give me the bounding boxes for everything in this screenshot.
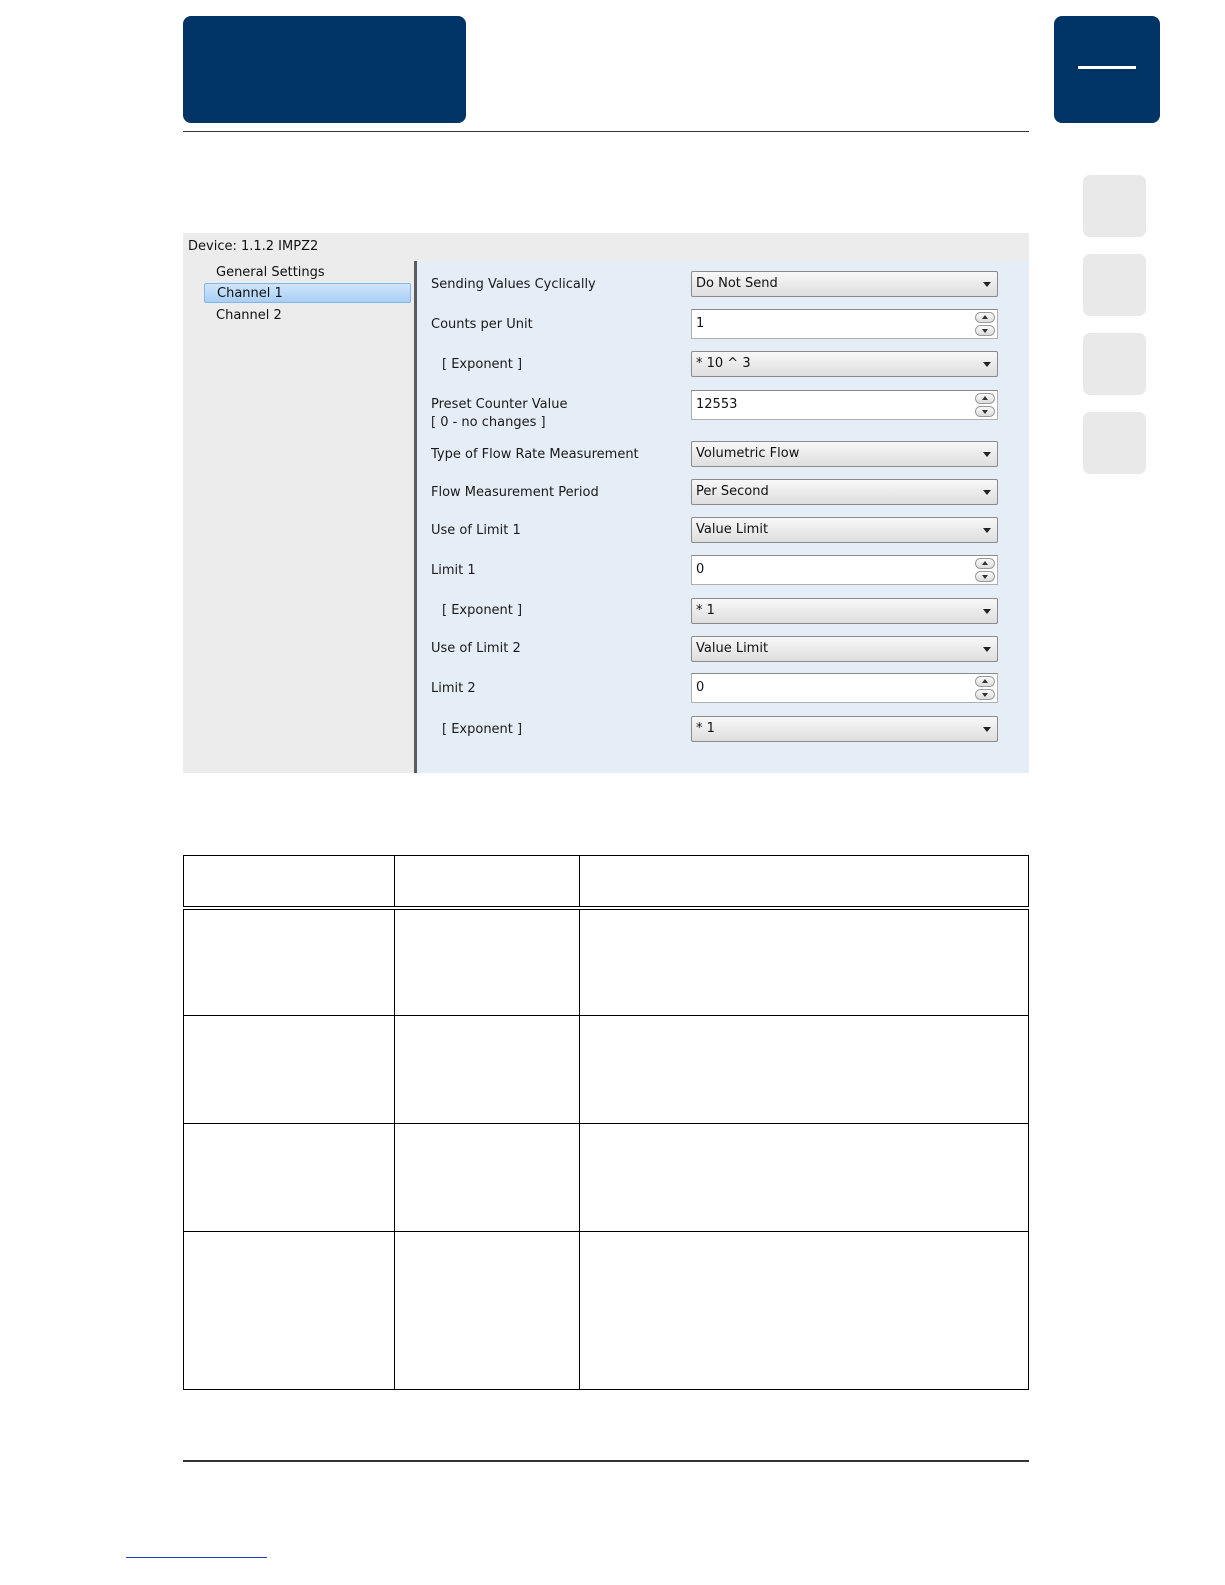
- use-limit-2-select[interactable]: [691, 636, 998, 662]
- tree-item-general-settings[interactable]: General Settings: [216, 265, 325, 280]
- table-cell: [580, 1123, 1029, 1231]
- tree-item-channel-1[interactable]: Channel 1: [204, 283, 411, 303]
- table-cell: [184, 1231, 395, 1389]
- table-cell: [395, 908, 580, 1015]
- table-header-cell: [580, 856, 1029, 909]
- counts-per-unit-input[interactable]: [691, 309, 998, 339]
- exponent-3-select[interactable]: [691, 716, 998, 742]
- header-divider: [183, 131, 1029, 132]
- limit-1-label: Limit 1: [431, 563, 476, 578]
- use-limit-1-select[interactable]: [691, 517, 998, 543]
- tree-item-channel-2[interactable]: Channel 2: [216, 308, 282, 323]
- table-cell: [580, 1231, 1029, 1389]
- spin-up-icon[interactable]: [975, 676, 995, 687]
- limit-2-label: Limit 2: [431, 681, 476, 696]
- counts-per-unit-label: Counts per Unit: [431, 317, 533, 332]
- flow-type-label: Type of Flow Rate Measurement: [431, 447, 639, 462]
- chevron-down-icon: [983, 362, 991, 367]
- chevron-down-icon: [983, 528, 991, 533]
- spin-up-icon[interactable]: [975, 312, 995, 323]
- table-header-cell: [184, 856, 395, 909]
- side-tab-3: [1083, 333, 1146, 395]
- chevron-down-icon: [983, 490, 991, 495]
- table-cell: [395, 1231, 580, 1389]
- exponent-2-label: [ Exponent ]: [442, 603, 523, 618]
- use-limit-1-label: Use of Limit 1: [431, 523, 521, 538]
- sending-cyclic-select[interactable]: [691, 271, 998, 297]
- spin-down-icon[interactable]: [975, 325, 995, 336]
- exponent-1-label: [ Exponent ]: [442, 357, 523, 372]
- side-tab-2: [1083, 254, 1146, 316]
- preset-counter-value: 12553: [696, 397, 738, 412]
- flow-period-select[interactable]: [691, 479, 998, 505]
- flow-type-select[interactable]: [691, 441, 998, 467]
- use-limit-2-value: Value Limit: [696, 641, 769, 656]
- header-chapter-tab: [1054, 16, 1160, 123]
- exponent-2-select[interactable]: [691, 598, 998, 624]
- flow-period-value: Per Second: [696, 484, 769, 499]
- spin-up-icon[interactable]: [975, 393, 995, 404]
- exponent-1-value: * 10 ^ 3: [696, 356, 751, 371]
- table-row: [184, 908, 1029, 1015]
- exponent-2-value: * 1: [696, 603, 715, 618]
- table-header-cell: [395, 856, 580, 909]
- counts-per-unit-value: 1: [696, 316, 705, 331]
- table-header-row: [184, 856, 1029, 909]
- table-row: [184, 1123, 1029, 1231]
- sending-cyclic-value: Do Not Send: [696, 276, 778, 291]
- exponent-3-value: * 1: [696, 721, 715, 736]
- device-label: Device: 1.1.2 IMPZ2: [188, 239, 319, 254]
- flow-period-label: Flow Measurement Period: [431, 485, 599, 500]
- limit-1-input[interactable]: [691, 555, 998, 585]
- table-cell: [580, 908, 1029, 1015]
- preset-counter-sublabel: [ 0 - no changes ]: [431, 415, 546, 430]
- spin-up-icon[interactable]: [975, 558, 995, 569]
- table-row: [184, 1231, 1029, 1389]
- table-cell: [184, 908, 395, 1015]
- flow-type-value: Volumetric Flow: [696, 446, 800, 461]
- parameter-panel: [417, 261, 1029, 773]
- exponent-3-label: [ Exponent ]: [442, 722, 523, 737]
- table-row: [184, 1015, 1029, 1123]
- preset-counter-label: Preset Counter Value: [431, 397, 568, 412]
- chevron-down-icon: [983, 727, 991, 732]
- table-cell: [580, 1015, 1029, 1123]
- header-title-block: [183, 16, 466, 123]
- footer-divider: [183, 1460, 1029, 1462]
- exponent-1-select[interactable]: [691, 351, 998, 377]
- chevron-down-icon: [983, 452, 991, 457]
- footer-link-underline[interactable]: [126, 1557, 267, 1558]
- chevron-down-icon: [983, 647, 991, 652]
- table-cell: [395, 1123, 580, 1231]
- limit-2-input[interactable]: [691, 673, 998, 703]
- parameter-table: [183, 855, 1029, 1390]
- table-cell: [184, 1123, 395, 1231]
- chevron-down-icon: [983, 609, 991, 614]
- spin-down-icon[interactable]: [975, 571, 995, 582]
- use-limit-2-label: Use of Limit 2: [431, 641, 521, 656]
- chevron-down-icon: [983, 282, 991, 287]
- parameter-dialog: [183, 233, 1029, 773]
- limit-2-value: 0: [696, 680, 705, 695]
- side-tab-4: [1083, 412, 1146, 474]
- table-cell: [395, 1015, 580, 1123]
- dash-icon: [1078, 66, 1136, 69]
- use-limit-1-value: Value Limit: [696, 522, 769, 537]
- spin-down-icon[interactable]: [975, 689, 995, 700]
- table-cell: [184, 1015, 395, 1123]
- sending-cyclic-label: Sending Values Cyclically: [431, 277, 596, 292]
- preset-counter-input[interactable]: [691, 390, 998, 420]
- limit-1-value: 0: [696, 562, 705, 577]
- spin-down-icon[interactable]: [975, 406, 995, 417]
- side-tab-1: [1083, 175, 1146, 237]
